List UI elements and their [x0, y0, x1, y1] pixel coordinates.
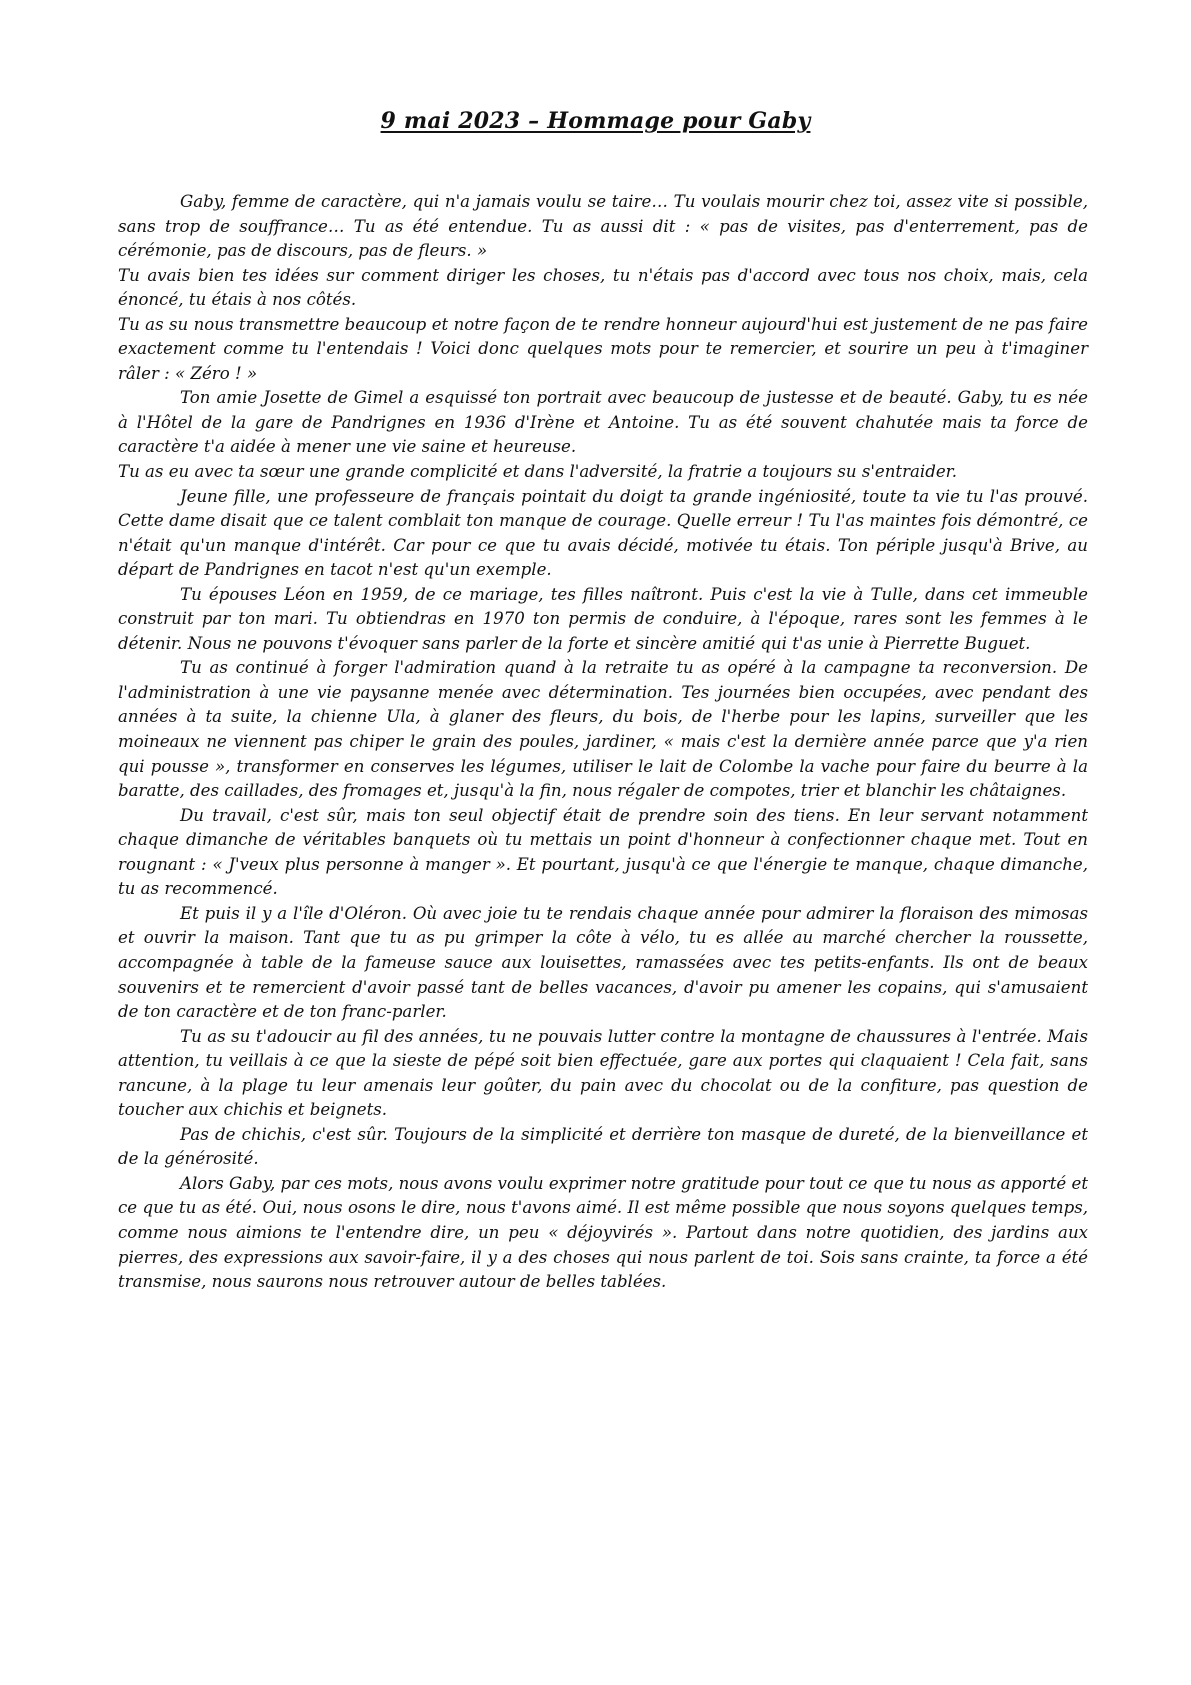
- document-title: 9 mai 2023 – Hommage pour Gaby: [380, 108, 811, 134]
- paragraph: Tu épouses Léon en 1959, de ce mariage, tes filles naîtront. Puis c'est la vie à Tulle, dans cet immeuble construit par ton mari. Tu obtiendras en 1970 ton permis de conduire, à l'époque, rares sont les femmes à le détenir. Nous ne pouvons t'évoquer sans parler de la forte et sincère amitié qui t'as unie à Pierrette Buguet.: [118, 584, 1088, 653]
- paragraph: Jeune fille, une professeure de français pointait du doigt ta grande ingéniosité, toute ta vie tu l'as prouvé. Cette dame disait que ce talent comblait ton manque de courage. Quelle erreur ! Tu l'as maintes fois démontré, ce n'était qu'un manque d'intérêt. Car pour ce que tu avais décidé, motivée tu étais. Ton périple jusqu'à Brive, au départ de Pandrignes en tacot n'est qu'un exemple.: [118, 486, 1088, 580]
- paragraph: Et puis il y a l'île d'Oléron. Où avec joie tu te rendais chaque année pour admirer la floraison des mimosas et ouvrir la maison. Tant que tu as pu grimper la côte à vélo, tu es allée au marché chercher la roussette, accompagnée à table de la fameuse sauce aux louisettes, ramassées avec tes petits-enfants. Ils ont de beaux souvenirs et te remercient d'avoir passé tant de belles vacances, d'avoir pu amener les copains, qui s'amusaient de ton caractère et de ton franc-parler.: [118, 903, 1088, 1022]
- paragraph: Ton amie Josette de Gimel a esquissé ton portrait avec beaucoup de justesse et de beauté. Gaby, tu es née à l'Hôtel de la gare de Pandrignes en 1936 d'Irène et Antoine. Tu as été souvent chahutée mais ta force de caractère t'a aidée à mener une vie saine et heureuse.: [118, 388, 1088, 457]
- paragraph: Tu as su t'adoucir au fil des années, tu ne pouvais lutter contre la montagne de chaussures à l'entrée. Mais attention, tu veillais à ce que la sieste de pépé soit bien effectuée, gare aux portes qui claquaient ! Cela fait, sans rancune, à la plage tu leur amenais leur goûter, du pain avec du chocolat ou de la confiture, pas question de toucher aux chichis et beignets.: [118, 1026, 1088, 1120]
- paragraph: Gaby, femme de caractère, qui n'a jamais voulu se taire… Tu voulais mourir chez toi, assez vite si possible, sans trop de souffrance… Tu as été entendue. Tu as aussi dit : « pas de visites, pas d'enterrement, pas de cérémonie, pas de discours, pas de fleurs. »: [118, 192, 1088, 261]
- paragraph: Pas de chichis, c'est sûr. Toujours de la simplicité et derrière ton masque de dureté, de la bienveillance et de la générosité.: [118, 1124, 1088, 1169]
- paragraph: Alors Gaby, par ces mots, nous avons voulu exprimer notre gratitude pour tout ce que tu nous as apporté et ce que tu as été. Oui, nous osons le dire, nous t'avons aimé. Il est même possible que nous soyons quelques temps, comme nous aimions te l'entendre dire, un peu « déjoyvirés ». Partout dans notre quotidien, des jardins aux pierres, des expressions aux savoir-faire, il y a des choses qui nous parlent de toi. Sois sans crainte, ta force a été transmise, nous saurons nous retrouver autour de belles tablées.: [118, 1173, 1088, 1292]
- paragraph: Tu as continué à forger l'admiration quand à la retraite tu as opéré à la campagne ta reconversion. De l'administration à une vie paysanne menée avec détermination. Tes journées bien occupées, avec pendant des années à ta suite, la chienne Ula, à glaner des fleurs, du bois, de l'herbe pour les lapins, surveiller que les moineaux ne viennent pas chiper le grain des poules, jardiner, « mais c'est la dernière année parce que y'a rien qui pousse », transformer en conserves les légumes, utiliser le lait de Colombe la vache pour faire du beurre à la baratte, des caillades, des fromages et, jusqu'à la fin, nous régaler de compotes, trier et blanchir les châtaignes.: [118, 658, 1088, 801]
- paragraph: Du travail, c'est sûr, mais ton seul objectif était de prendre soin des tiens. En leur servant notamment chaque dimanche de véritables banquets où tu mettais un point d'honneur à confectionner chaque met. Tout en rougnant : « J'veux plus personne à manger ». Et pourtant, jusqu'à ce que l'énergie te manque, chaque dimanche, tu as recommencé.: [118, 805, 1088, 899]
- paragraph: Tu as su nous transmettre beaucoup et notre façon de te rendre honneur aujourd'hui est justement de ne pas faire exactement comme tu l'entendais ! Voici donc quelques mots pour te remercier, et sourire un peu à t'imaginer râler : « Zéro ! »: [118, 314, 1088, 383]
- document-body: [118, 190, 1088, 1295]
- paragraph: Tu as eu avec ta sœur une grande complicité et dans l'adversité, la fratrie a toujours su s'entraider.: [118, 462, 958, 482]
- paragraph: Tu avais bien tes idées sur comment diriger les choses, tu n'étais pas d'accord avec tous nos choix, mais, cela énoncé, tu étais à nos côtés.: [118, 265, 1088, 310]
